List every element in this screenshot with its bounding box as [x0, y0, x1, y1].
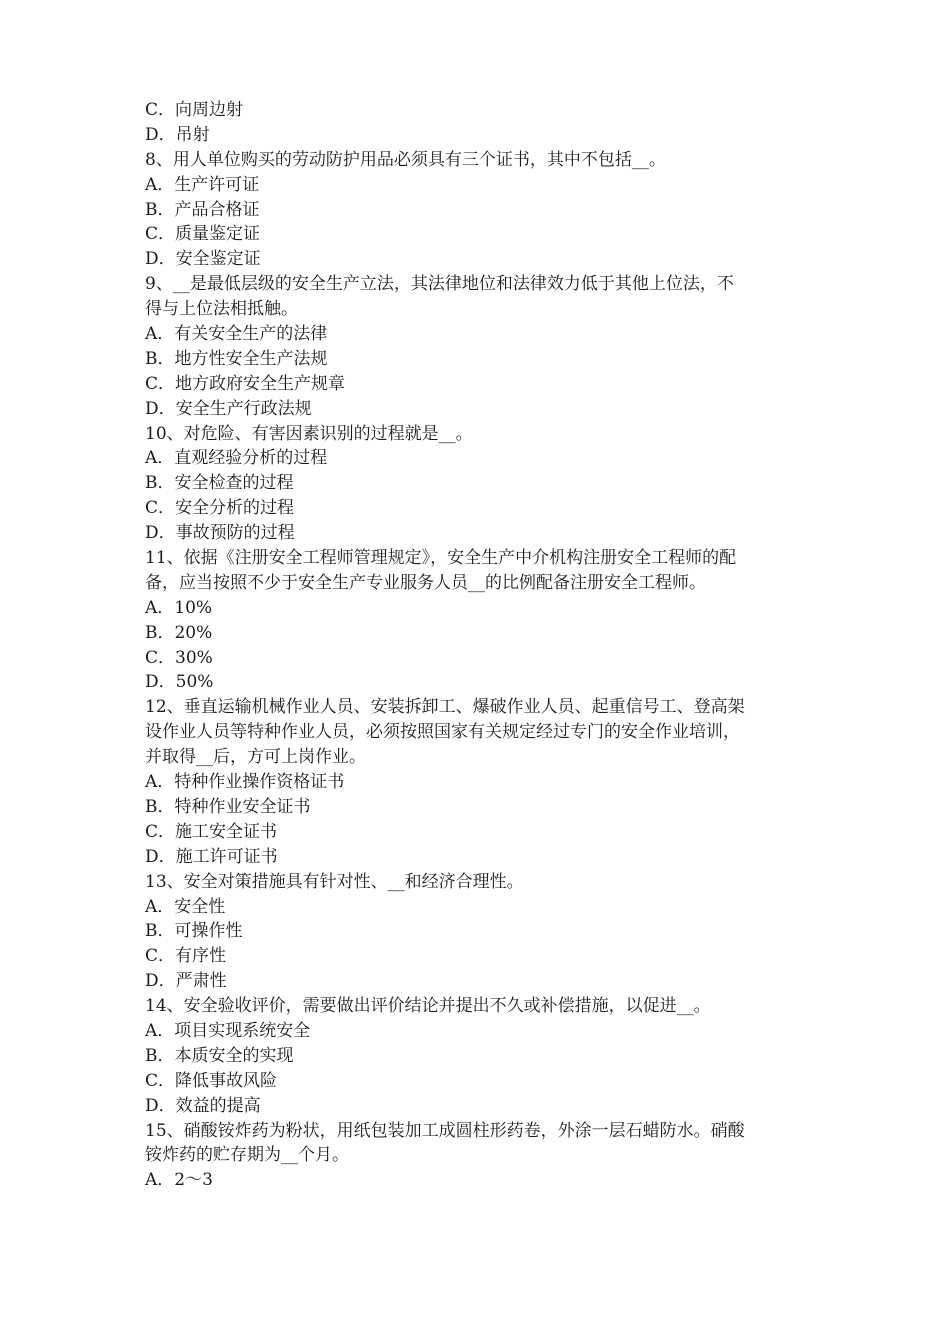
text-line: C．有序性 — [145, 946, 227, 967]
text-line: B．可操作性 — [145, 921, 243, 942]
text-line: D．严肃性 — [145, 971, 227, 992]
text-line: D．50% — [145, 672, 214, 693]
text-line: B．产品合格证 — [145, 199, 260, 220]
text-line: 13、安全对策措施具有针对性、__和经济合理性。 — [145, 871, 524, 892]
text-line: B．20% — [145, 622, 213, 643]
text-line: C．向周边射 — [145, 100, 244, 120]
text-line: 铵炸药的贮存期为__个月。 — [145, 1145, 349, 1166]
text-line: D．事故预防的过程 — [145, 523, 295, 544]
text-line: B．地方性安全生产法规 — [145, 348, 328, 369]
text-line: C．质量鉴定证 — [145, 224, 261, 245]
text-line: C．降低事故风险 — [145, 1070, 278, 1091]
text-line: A．10% — [145, 597, 213, 618]
text-line: A．直观经验分析的过程 — [145, 448, 328, 469]
text-line: D．安全生产行政法规 — [145, 398, 312, 419]
text-line: 并取得__后，方可上岗作业。 — [145, 747, 366, 768]
text-line: A．2～3 — [145, 1170, 213, 1191]
text-line: 8、用人单位购买的劳动防护用品必须具有三个证书，其中不包括__。 — [145, 149, 666, 170]
text-line: C．安全分析的过程 — [145, 498, 295, 519]
text-line: C．30% — [145, 647, 213, 668]
text-line: D．效益的提高 — [145, 1095, 261, 1116]
text-line: 9、__是最低层级的安全生产立法，其法律地位和法律效力低于其他上位法，不 — [145, 274, 734, 295]
text-line: B．本质安全的实现 — [145, 1045, 294, 1066]
text-line: 12、垂直运输机械作业人员、安装拆卸工、爆破作业人员、起重信号工、登高架 — [145, 697, 745, 718]
text-line: A．生产许可证 — [145, 174, 260, 195]
text-line: 11、依据《注册安全工程师管理规定》，安全生产中介机构注册安全工程师的配 — [145, 548, 737, 569]
text-line: 备，应当按照不少于安全生产专业服务人员__的比例配备注册安全工程师。 — [145, 572, 706, 593]
text-line: D．吊射 — [145, 124, 210, 145]
text-line: A．安全性 — [145, 896, 226, 917]
text-line: 14、安全验收评价，需要做出评价结论并提出不久或补偿措施，以促进__。 — [145, 996, 711, 1017]
text-line: 设作业人员等特种作业人员，必须按照国家有关规定经过专门的安全作业培训， — [145, 722, 740, 743]
text-line: B．特种作业安全证书 — [145, 796, 311, 817]
text-line: 10、对危险、有害因素识别的过程就是__。 — [145, 423, 473, 444]
text-line: A．有关安全生产的法律 — [145, 324, 328, 345]
text-line: A．特种作业操作资格证书 — [145, 772, 345, 793]
exam-text — [145, 98, 825, 1193]
text-line: 得与上位法相抵触。 — [145, 299, 298, 320]
text-line: A．项目实现系统安全 — [145, 1020, 311, 1041]
text-line: B．安全检查的过程 — [145, 473, 294, 494]
text-line: C．地方政府安全生产规章 — [145, 373, 346, 394]
text-line: 15、硝酸铵炸药为粉状，用纸包装加工成圆柱形药卷，外涂一层石蜡防水。硝酸 — [145, 1120, 745, 1141]
text-line: D．施工许可证书 — [145, 846, 278, 867]
text-line: D．安全鉴定证 — [145, 249, 261, 270]
text-line: C．施工安全证书 — [145, 821, 278, 842]
